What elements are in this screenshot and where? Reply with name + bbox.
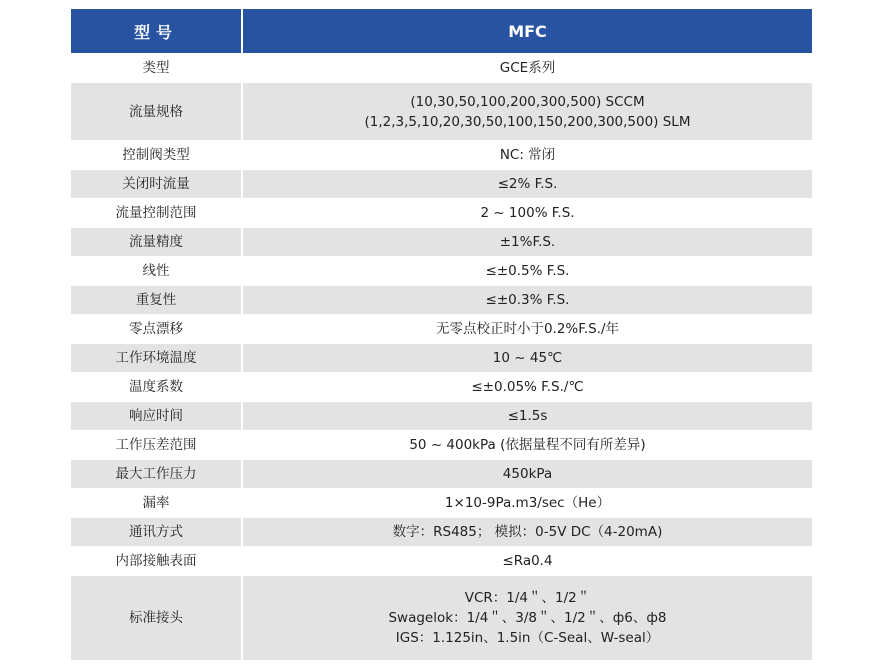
row-value (242, 431, 812, 460)
row-value-line: Swagelok：1/4＂、3/8＂、1/2＂、ф6、ф8 (388, 610, 667, 626)
row-label: 工作压差范围 (71, 431, 242, 460)
row-value-line: 10 ~ 45℃ (492, 350, 563, 366)
row-value-line: ±1%F.S. (499, 234, 556, 250)
row-label: 流量控制范围 (71, 199, 242, 228)
row-value (242, 228, 812, 257)
row-value (242, 199, 812, 228)
row-label: 类型 (71, 54, 242, 83)
row-value-line: ≤±0.05% F.S./℃ (471, 379, 584, 395)
row-value-line: ≤±0.5% F.S. (485, 263, 570, 279)
table-row (71, 199, 812, 228)
row-value-line: 数字：RS485； 模拟：0-5V DC（4-20mA) (392, 524, 663, 540)
table-row (71, 373, 812, 402)
table-row (71, 576, 812, 661)
table-row (71, 518, 812, 547)
table-row (71, 402, 812, 431)
row-label: 工作环境温度 (71, 344, 242, 373)
row-value (242, 373, 812, 402)
table-row (71, 315, 812, 344)
header-model-label: 型号 (71, 9, 242, 54)
row-label: 内部接触表面 (71, 547, 242, 576)
row-value-line: 2 ~ 100% F.S. (480, 205, 575, 221)
table-header-row (71, 9, 812, 54)
header-model-value: MFC (242, 9, 812, 54)
row-value-line: ≤2% F.S. (497, 176, 558, 192)
row-value (242, 576, 812, 661)
row-value-line: NC: 常闭 (499, 147, 556, 163)
row-value-line: IGS：1.125in、1.5in（C-Seal、W-seal） (395, 630, 660, 646)
row-value (242, 402, 812, 431)
row-label: 标准接头 (71, 576, 242, 661)
table-row (71, 170, 812, 199)
table-row (71, 431, 812, 460)
spec-table (71, 9, 812, 660)
row-value (242, 315, 812, 344)
row-label: 流量精度 (71, 228, 242, 257)
row-value (242, 286, 812, 315)
row-value-line: 无零点校正时小于0.2%F.S./年 (435, 321, 620, 337)
table-row (71, 228, 812, 257)
row-value-line: GCE系列 (499, 60, 556, 76)
row-value (242, 518, 812, 547)
row-label: 最大工作压力 (71, 460, 242, 489)
row-value (242, 460, 812, 489)
row-value (242, 489, 812, 518)
row-value (242, 257, 812, 286)
row-value-line: (1,2,3,5,10,20,30,50,100,150,200,300,500) SLM (364, 113, 691, 130)
row-label: 响应时间 (71, 402, 242, 431)
row-label: 关闭时流量 (71, 170, 242, 199)
row-label: 线性 (71, 257, 242, 286)
table-row (71, 83, 812, 141)
row-label: 零点漂移 (71, 315, 242, 344)
row-value (242, 141, 812, 170)
row-value (242, 83, 812, 141)
row-value-line: 50 ~ 400kPa (依据量程不同有所差异) (409, 437, 646, 453)
table-row (71, 344, 812, 373)
row-value-line: 1×10-9Pa.m3/sec（He） (444, 495, 611, 511)
row-value-line: 450kPa (502, 466, 553, 482)
row-label: 流量规格 (71, 83, 242, 141)
row-value (242, 344, 812, 373)
row-value-line: (10,30,50,100,200,300,500) SCCM (410, 93, 645, 110)
table-row (71, 547, 812, 576)
table-row (71, 141, 812, 170)
row-value (242, 54, 812, 83)
row-label: 通讯方式 (71, 518, 242, 547)
row-value-line: ≤Ra0.4 (502, 553, 553, 569)
table-row (71, 460, 812, 489)
row-label: 温度系数 (71, 373, 242, 402)
row-value-line: VCR：1/4＂、1/2＂ (464, 590, 591, 606)
table-row (71, 489, 812, 518)
spec-table-body (71, 54, 812, 661)
table-row (71, 54, 812, 83)
row-label: 重复性 (71, 286, 242, 315)
row-label: 控制阀类型 (71, 141, 242, 170)
table-row (71, 286, 812, 315)
row-value (242, 547, 812, 576)
table-row (71, 257, 812, 286)
row-label: 漏率 (71, 489, 242, 518)
row-value-line: ≤±0.3% F.S. (485, 292, 570, 308)
row-value-line: ≤1.5s (507, 408, 548, 424)
row-value (242, 170, 812, 199)
